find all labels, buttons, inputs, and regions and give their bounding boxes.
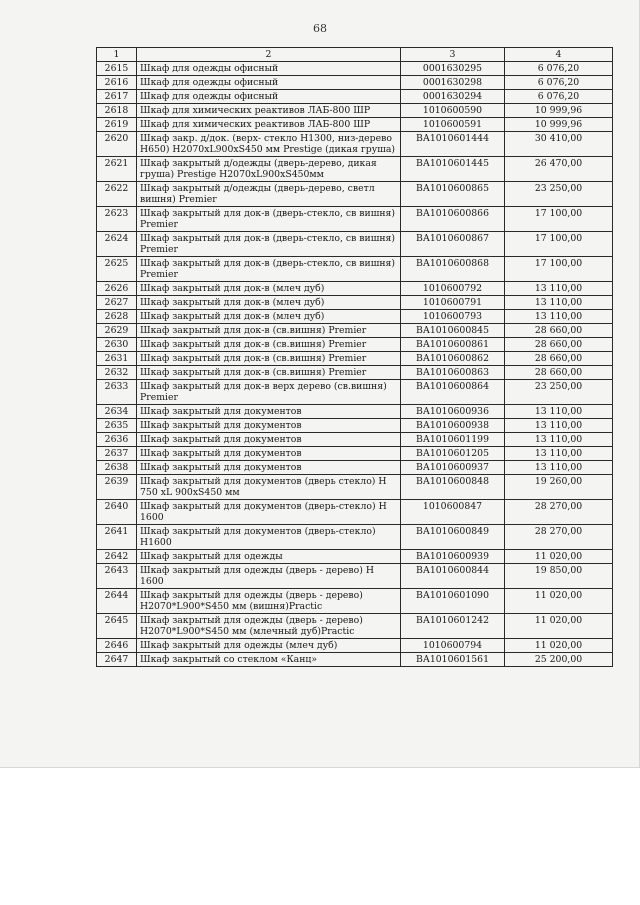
inventory-code: 0001630294 — [401, 90, 505, 104]
table-row — [97, 207, 613, 232]
inventory-code: ВА1010600867 — [401, 232, 505, 257]
item-name: Шкаф для химических реактивов ЛАБ-800 ШР — [137, 118, 401, 132]
item-name: Шкаф закрытый для одежды (дверь - дерево) Н 1600 — [137, 564, 401, 589]
inventory-code: ВА1010600845 — [401, 324, 505, 338]
inventory-code: 1010600590 — [401, 104, 505, 118]
item-name: Шкаф закрытый для док-в (св.вишня) Premier — [137, 324, 401, 338]
table-row — [97, 296, 613, 310]
item-price: 28 660,00 — [505, 324, 613, 338]
item-name: Шкаф закрытый для одежды (дверь - дерево) Н2070*L900*S450 мм (млечный дуб)Practic — [137, 614, 401, 639]
item-price: 19 850,00 — [505, 564, 613, 589]
inventory-code: 1010600793 — [401, 310, 505, 324]
inventory-code: ВА1010601199 — [401, 433, 505, 447]
item-name: Шкаф закрытый для док-в верх дерево (св.вишня) Premier — [137, 380, 401, 405]
table-body — [97, 62, 613, 667]
row-number: 2631 — [97, 352, 137, 366]
item-name: Шкаф закрытый для документов (дверь стекло) Н 750 xL 900xS450 мм — [137, 475, 401, 500]
inventory-code: 1010600847 — [401, 500, 505, 525]
table-row — [97, 310, 613, 324]
row-number: 2632 — [97, 366, 137, 380]
table-row — [97, 352, 613, 366]
item-name: Шкаф закр. д/док. (верх- стекло Н1300, низ-дерево Н650) Н2070xL900xS450 мм Prestige (дикая груша) — [137, 132, 401, 157]
inventory-code: 1010600792 — [401, 282, 505, 296]
row-number: 2633 — [97, 380, 137, 405]
inventory-code: ВА1010600936 — [401, 405, 505, 419]
item-name: Шкаф закрытый для документов — [137, 433, 401, 447]
item-name: Шкаф закрытый для документов — [137, 419, 401, 433]
inventory-code: ВА1010600865 — [401, 182, 505, 207]
table-row — [97, 232, 613, 257]
row-number: 2640 — [97, 500, 137, 525]
item-price: 17 100,00 — [505, 257, 613, 282]
inventory-code: ВА1010600939 — [401, 550, 505, 564]
row-number: 2620 — [97, 132, 137, 157]
table-row — [97, 76, 613, 90]
inventory-code: ВА1010601205 — [401, 447, 505, 461]
item-price: 10 999,96 — [505, 104, 613, 118]
row-number: 2624 — [97, 232, 137, 257]
inventory-table — [96, 47, 613, 667]
inventory-code: ВА1010600866 — [401, 207, 505, 232]
item-price: 6 076,20 — [505, 62, 613, 76]
inventory-code: ВА1010600863 — [401, 366, 505, 380]
row-number: 2619 — [97, 118, 137, 132]
row-number: 2618 — [97, 104, 137, 118]
item-price: 13 110,00 — [505, 310, 613, 324]
inventory-code: 1010600794 — [401, 639, 505, 653]
row-number: 2628 — [97, 310, 137, 324]
item-name: Шкаф закрытый д/одежды (дверь-дерево, светл вишня) Premier — [137, 182, 401, 207]
item-name: Шкаф закрытый для документов — [137, 461, 401, 475]
table-row — [97, 550, 613, 564]
row-number: 2634 — [97, 405, 137, 419]
item-price: 11 020,00 — [505, 614, 613, 639]
item-name: Шкаф закрытый для документов (дверь-стекло) Н 1600 — [137, 500, 401, 525]
row-number: 2643 — [97, 564, 137, 589]
item-price: 17 100,00 — [505, 232, 613, 257]
inventory-code: 0001630298 — [401, 76, 505, 90]
item-name: Шкаф закрытый для док-в (св.вишня) Premier — [137, 366, 401, 380]
table-row — [97, 639, 613, 653]
row-number: 2630 — [97, 338, 137, 352]
table-row — [97, 282, 613, 296]
item-name: Шкаф закрытый для одежды — [137, 550, 401, 564]
table-row — [97, 366, 613, 380]
inventory-code: ВА1010600868 — [401, 257, 505, 282]
table-row — [97, 338, 613, 352]
row-number: 2639 — [97, 475, 137, 500]
item-price: 17 100,00 — [505, 207, 613, 232]
inventory-code: ВА1010600864 — [401, 380, 505, 405]
item-name: Шкаф закрытый д/одежды (дверь-дерево, дикая груша) Prestige Н2070xL900xS450мм — [137, 157, 401, 182]
item-name: Шкаф закрытый для док-в (млеч дуб) — [137, 310, 401, 324]
row-number: 2621 — [97, 157, 137, 182]
item-name: Шкаф закрытый для док-в (дверь-стекло, св вишня) Premier — [137, 232, 401, 257]
item-price: 28 270,00 — [505, 500, 613, 525]
item-name: Шкаф для одежды офисный — [137, 76, 401, 90]
item-price: 11 020,00 — [505, 550, 613, 564]
item-price: 13 110,00 — [505, 296, 613, 310]
row-number: 2645 — [97, 614, 137, 639]
table-row — [97, 62, 613, 76]
inventory-code: ВА1010601445 — [401, 157, 505, 182]
item-name: Шкаф закрытый для док-в (млеч дуб) — [137, 296, 401, 310]
table-row — [97, 182, 613, 207]
inventory-code: ВА1010600861 — [401, 338, 505, 352]
item-name: Шкаф закрытый для док-в (дверь-стекло, св вишня) Premier — [137, 257, 401, 282]
header-row — [97, 48, 613, 62]
table-row — [97, 589, 613, 614]
table-row — [97, 475, 613, 500]
item-price: 6 076,20 — [505, 90, 613, 104]
item-price: 13 110,00 — [505, 433, 613, 447]
item-name: Шкаф закрытый для одежды (млеч дуб) — [137, 639, 401, 653]
item-name: Шкаф закрытый для док-в (св.вишня) Premier — [137, 338, 401, 352]
item-price: 30 410,00 — [505, 132, 613, 157]
table-row — [97, 564, 613, 589]
row-number: 2642 — [97, 550, 137, 564]
inventory-code: 1010600591 — [401, 118, 505, 132]
item-price: 13 110,00 — [505, 405, 613, 419]
header-col-3: 3 — [401, 48, 505, 62]
row-number: 2644 — [97, 589, 137, 614]
inventory-code: ВА1010600862 — [401, 352, 505, 366]
row-number: 2629 — [97, 324, 137, 338]
item-price: 28 660,00 — [505, 366, 613, 380]
row-number: 2636 — [97, 433, 137, 447]
item-name: Шкаф закрытый для документов — [137, 447, 401, 461]
header-col-1: 1 — [97, 48, 137, 62]
table-row — [97, 447, 613, 461]
inventory-code: ВА1010600938 — [401, 419, 505, 433]
item-price: 11 020,00 — [505, 589, 613, 614]
item-price: 13 110,00 — [505, 282, 613, 296]
item-price: 19 260,00 — [505, 475, 613, 500]
table-row — [97, 257, 613, 282]
row-number: 2616 — [97, 76, 137, 90]
item-name: Шкаф закрытый для док-в (дверь-стекло, св вишня) Premier — [137, 207, 401, 232]
header-col-4: 4 — [505, 48, 613, 62]
item-price: 13 110,00 — [505, 447, 613, 461]
item-name: Шкаф для химических реактивов ЛАБ-800 ШР — [137, 104, 401, 118]
inventory-code: 1010600791 — [401, 296, 505, 310]
item-name: Шкаф закрытый для документов — [137, 405, 401, 419]
row-number: 2647 — [97, 653, 137, 667]
table-row — [97, 405, 613, 419]
table-row — [97, 324, 613, 338]
item-price: 28 660,00 — [505, 338, 613, 352]
item-name: Шкаф закрытый для док-в (млеч дуб) — [137, 282, 401, 296]
inventory-code: 0001630295 — [401, 62, 505, 76]
inventory-code: ВА1010601561 — [401, 653, 505, 667]
row-number: 2641 — [97, 525, 137, 550]
item-price: 23 250,00 — [505, 182, 613, 207]
inventory-code: ВА1010600937 — [401, 461, 505, 475]
inventory-code: ВА1010600844 — [401, 564, 505, 589]
row-number: 2615 — [97, 62, 137, 76]
item-price: 6 076,20 — [505, 76, 613, 90]
item-name: Шкаф закрытый для док-в (св.вишня) Premier — [137, 352, 401, 366]
table-row — [97, 380, 613, 405]
item-name: Шкаф закрытый со стеклом «Канц» — [137, 653, 401, 667]
table-row — [97, 419, 613, 433]
item-price: 23 250,00 — [505, 380, 613, 405]
table-row — [97, 614, 613, 639]
item-name: Шкаф для одежды офисный — [137, 62, 401, 76]
table-row — [97, 461, 613, 475]
row-number: 2627 — [97, 296, 137, 310]
row-number: 2617 — [97, 90, 137, 104]
inventory-code: ВА1010600849 — [401, 525, 505, 550]
row-number: 2637 — [97, 447, 137, 461]
row-number: 2623 — [97, 207, 137, 232]
header-col-2: 2 — [137, 48, 401, 62]
row-number: 2622 — [97, 182, 137, 207]
row-number: 2635 — [97, 419, 137, 433]
item-name: Шкаф закрытый для одежды (дверь - дерево) Н2070*L900*S450 мм (вишня)Practic — [137, 589, 401, 614]
row-number: 2626 — [97, 282, 137, 296]
table-row — [97, 118, 613, 132]
item-price: 28 660,00 — [505, 352, 613, 366]
page-number: 68 — [313, 22, 327, 35]
item-name: Шкаф закрытый для документов (дверь-стекло) Н1600 — [137, 525, 401, 550]
table-row — [97, 157, 613, 182]
item-price: 10 999,96 — [505, 118, 613, 132]
table-row — [97, 653, 613, 667]
row-number: 2625 — [97, 257, 137, 282]
inventory-code: ВА1010601242 — [401, 614, 505, 639]
inventory-code: ВА1010600848 — [401, 475, 505, 500]
item-price: 13 110,00 — [505, 419, 613, 433]
table-row — [97, 132, 613, 157]
table-row — [97, 500, 613, 525]
inventory-code: ВА1010601090 — [401, 589, 505, 614]
item-price: 11 020,00 — [505, 639, 613, 653]
row-number: 2638 — [97, 461, 137, 475]
table-row — [97, 90, 613, 104]
row-number: 2646 — [97, 639, 137, 653]
item-price: 25 200,00 — [505, 653, 613, 667]
table-row — [97, 104, 613, 118]
item-price: 28 270,00 — [505, 525, 613, 550]
item-price: 26 470,00 — [505, 157, 613, 182]
inventory-code: ВА1010601444 — [401, 132, 505, 157]
item-price: 13 110,00 — [505, 461, 613, 475]
table-row — [97, 433, 613, 447]
table-row — [97, 525, 613, 550]
item-name: Шкаф для одежды офисный — [137, 90, 401, 104]
